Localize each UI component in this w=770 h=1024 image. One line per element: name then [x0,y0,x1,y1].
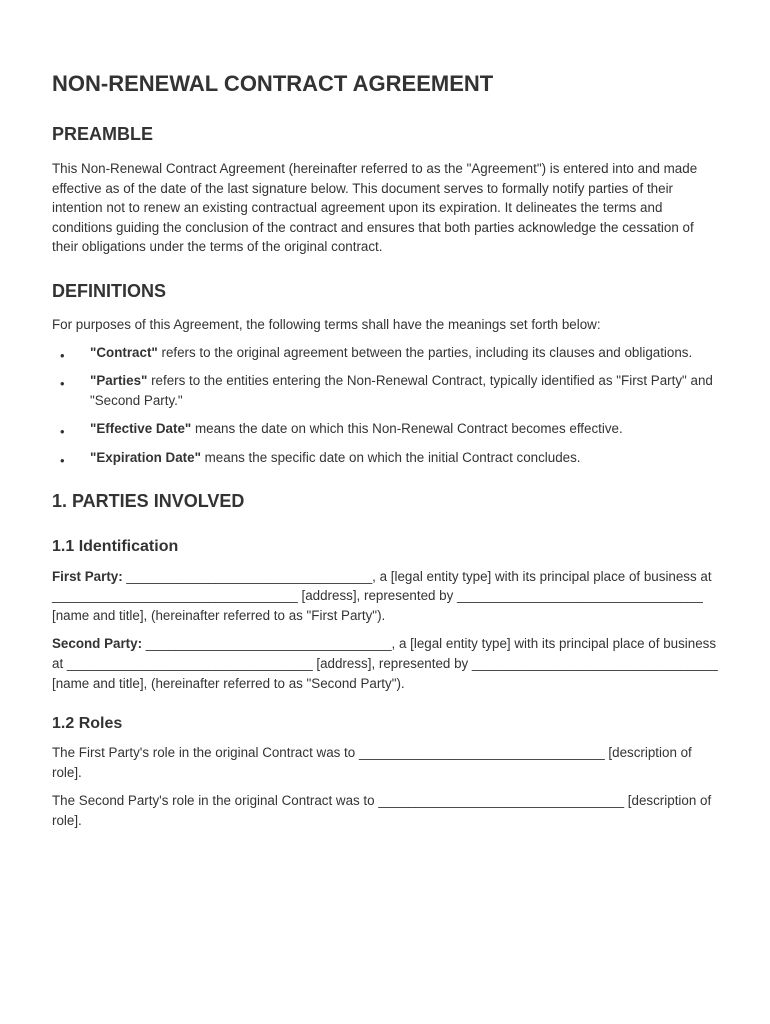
second-party-role: The Second Party's role in the original Contract was to _________________________________ [description of role]. [52,793,712,828]
definition-text: refers to the entities entering the Non-Renewal Contract, typically identified as "First Party" and "Second Party." [90,373,713,408]
definition-term: "Parties" [90,373,148,389]
definition-text: refers to the original agreement between the parties, including its clauses and obligations. [157,344,693,360]
first-party-text: _________________________________, a [legal entity type] with its principal place of business at _________________________________ [address], represented by _________________________________ [name and title], (hereinafter referred to as "First Party"). [52,568,712,623]
definitions-intro: For purposes of this Agreement, the following terms shall have the meanings set forth below: [52,316,601,332]
document-title: NON-RENEWAL CONTRACT AGREEMENT [52,71,494,96]
bullet-icon: • [60,452,65,468]
definitions-list [52,343,718,468]
definition-item-parties [52,371,718,410]
bullet-icon: • [60,347,65,363]
second-party-label: Second Party: [52,636,143,652]
parties-heading: 1. PARTIES INVOLVED [52,490,245,511]
first-party-role: The First Party's role in the original Contract was to _________________________________ [description of role]. [52,745,692,780]
bullet-icon: • [60,376,65,392]
definition-term: "Expiration Date" [90,449,201,465]
first-party-label: First Party: [52,568,123,584]
first-party-paragraph [52,567,718,626]
definition-item-effective-date [52,419,718,439]
definition-term: "Contract" [90,344,158,360]
preamble-text: This Non-Renewal Contract Agreement (hereinafter referred to as the "Agreement") is entered into and made effective as of the date of the last signature below. This document serves to formally notify parties of their intention not to renew an existing contractual agreement upon its expiration. It delineates the terms and conditions guiding the conclusion of the contract and ensures that both parties acknowledge the cessation of their obligations under the terms of the original contract. [52,161,698,255]
definition-text: means the specific date on which the initial Contract concludes. [200,449,581,465]
second-party-text: _________________________________, a [legal entity type] with its principal place of business at _________________________________ [address], represented by _________________________________ [name and title], (hereinafter referred to as "Second Party"). [52,636,718,691]
definition-item-contract [52,343,718,363]
definition-item-expiration-date [52,448,718,468]
definition-text: means the date on which this Non-Renewal Contract becomes effective. [191,421,623,437]
bullet-icon: • [60,424,65,440]
second-party-paragraph [52,634,718,693]
definition-term: "Effective Date" [90,421,192,437]
identification-heading: 1.1 Identification [52,537,179,555]
roles-heading: 1.2 Roles [52,715,123,733]
preamble-heading: PREAMBLE [52,124,154,144]
definitions-heading: DEFINITIONS [52,280,167,301]
